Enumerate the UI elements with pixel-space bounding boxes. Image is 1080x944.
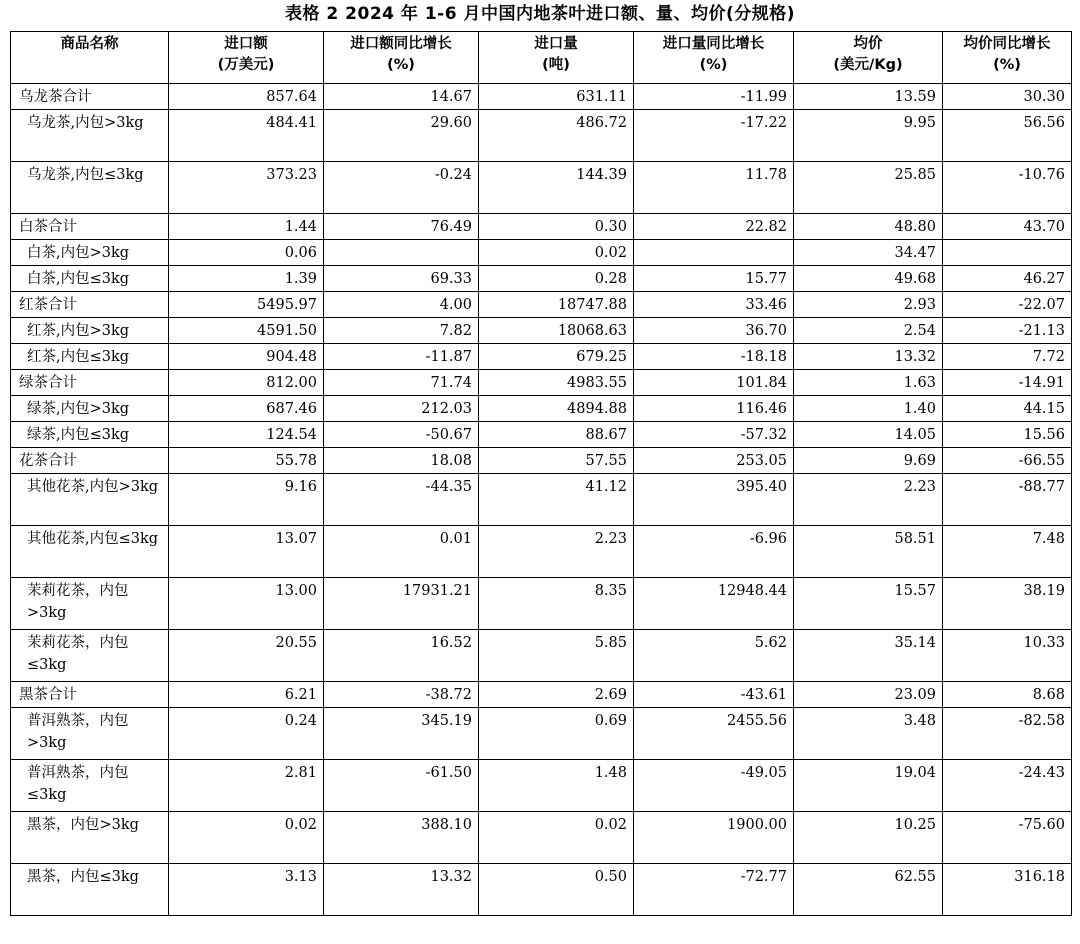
volume-yoy-cell: 11.78 — [634, 162, 794, 214]
header-name — [11, 32, 169, 84]
price-yoy-cell: -75.60 — [943, 812, 1072, 864]
volume-cell: 0.02 — [479, 812, 634, 864]
volume-cell: 631.11 — [479, 84, 634, 110]
table-row — [11, 422, 1072, 448]
amount-yoy-cell: 71.74 — [324, 370, 479, 396]
price-cell: 62.55 — [794, 864, 943, 916]
volume-yoy-cell: 395.40 — [634, 474, 794, 526]
volume-yoy-cell: -57.32 — [634, 422, 794, 448]
amount-cell: 6.21 — [169, 682, 324, 708]
product-name-cell: 绿茶合计 — [11, 370, 169, 396]
volume-yoy-cell — [634, 240, 794, 266]
volume-yoy-cell: 33.46 — [634, 292, 794, 318]
amount-yoy-cell: 16.52 — [324, 630, 479, 682]
amount-cell: 1.39 — [169, 266, 324, 292]
header-line: 均价同比增长 — [963, 36, 1051, 52]
volume-cell: 0.28 — [479, 266, 634, 292]
volume-cell: 144.39 — [479, 162, 634, 214]
header-unit: (%) — [993, 57, 1021, 73]
price-yoy-cell: 7.72 — [943, 344, 1072, 370]
price-yoy-cell: -24.43 — [943, 760, 1072, 812]
table-row — [11, 240, 1072, 266]
volume-cell: 4894.88 — [479, 396, 634, 422]
amount-yoy-cell: 345.19 — [324, 708, 479, 760]
price-cell: 3.48 — [794, 708, 943, 760]
price-cell: 2.23 — [794, 474, 943, 526]
product-name-cell: 黑茶合计 — [11, 682, 169, 708]
price-cell: 13.32 — [794, 344, 943, 370]
price-cell: 25.85 — [794, 162, 943, 214]
header-row — [11, 32, 1072, 84]
price-yoy-cell: -14.91 — [943, 370, 1072, 396]
price-yoy-cell: 30.30 — [943, 84, 1072, 110]
amount-yoy-cell: 14.67 — [324, 84, 479, 110]
price-yoy-cell: -88.77 — [943, 474, 1072, 526]
table-row — [11, 526, 1072, 578]
header-line: 均价 — [853, 36, 883, 52]
amount-yoy-cell: 29.60 — [324, 110, 479, 162]
amount-cell: 13.00 — [169, 578, 324, 630]
volume-cell: 0.30 — [479, 214, 634, 240]
amount-yoy-cell: 4.00 — [324, 292, 479, 318]
header-unit: (%) — [699, 57, 728, 73]
volume-yoy-cell: 1900.00 — [634, 812, 794, 864]
product-name-cell: 红茶合计 — [11, 292, 169, 318]
header-price-yoy — [943, 32, 1072, 84]
price-cell: 9.69 — [794, 448, 943, 474]
price-yoy-cell: 44.15 — [943, 396, 1072, 422]
product-name-cell: 黑茶，内包>3kg — [11, 812, 169, 864]
tea-import-table — [10, 31, 1072, 916]
volume-cell: 2.69 — [479, 682, 634, 708]
table-title: 表格 2 2024 年 1-6 月中国内地茶叶进口额、量、均价(分规格) — [285, 4, 795, 24]
amount-yoy-cell: 0.01 — [324, 526, 479, 578]
amount-yoy-cell: -11.87 — [324, 344, 479, 370]
volume-cell: 41.12 — [479, 474, 634, 526]
amount-yoy-cell: 69.33 — [324, 266, 479, 292]
table-row — [11, 812, 1072, 864]
volume-yoy-cell: 116.46 — [634, 396, 794, 422]
volume-yoy-cell: -18.18 — [634, 344, 794, 370]
amount-cell: 857.64 — [169, 84, 324, 110]
volume-yoy-cell: 12948.44 — [634, 578, 794, 630]
header-line: 进口量同比增长 — [662, 36, 765, 52]
amount-cell: 5495.97 — [169, 292, 324, 318]
price-yoy-cell: 38.19 — [943, 578, 1072, 630]
price-yoy-cell: 8.68 — [943, 682, 1072, 708]
volume-cell: 18747.88 — [479, 292, 634, 318]
table-row — [11, 292, 1072, 318]
price-yoy-cell: 316.18 — [943, 864, 1072, 916]
product-name-cell: 花茶合计 — [11, 448, 169, 474]
amount-yoy-cell: -38.72 — [324, 682, 479, 708]
volume-cell: 0.50 — [479, 864, 634, 916]
product-name-cell: 绿茶,内包>3kg — [11, 396, 169, 422]
price-cell: 19.04 — [794, 760, 943, 812]
amount-yoy-cell: 13.32 — [324, 864, 479, 916]
product-name-cell: 其他花茶,内包≤3kg — [11, 526, 169, 578]
volume-yoy-cell: -11.99 — [634, 84, 794, 110]
amount-yoy-cell: 17931.21 — [324, 578, 479, 630]
header-line: 进口额 — [224, 36, 268, 52]
table-row — [11, 448, 1072, 474]
header-unit: (吨) — [542, 57, 570, 73]
price-yoy-cell: 43.70 — [943, 214, 1072, 240]
header-amount-yoy — [324, 32, 479, 84]
amount-yoy-cell: 76.49 — [324, 214, 479, 240]
volume-cell: 0.69 — [479, 708, 634, 760]
amount-yoy-cell — [324, 240, 479, 266]
table-row — [11, 370, 1072, 396]
product-name-cell: 茉莉花茶，内包≤3kg — [11, 630, 169, 682]
table-row — [11, 760, 1072, 812]
amount-cell: 373.23 — [169, 162, 324, 214]
amount-cell: 0.02 — [169, 812, 324, 864]
volume-yoy-cell: -43.61 — [634, 682, 794, 708]
price-cell: 2.54 — [794, 318, 943, 344]
price-cell: 15.57 — [794, 578, 943, 630]
volume-yoy-cell: 101.84 — [634, 370, 794, 396]
price-cell: 1.40 — [794, 396, 943, 422]
header-price — [794, 32, 943, 84]
header-unit: (万美元) — [217, 57, 275, 73]
volume-cell: 8.35 — [479, 578, 634, 630]
price-cell: 58.51 — [794, 526, 943, 578]
volume-cell: 57.55 — [479, 448, 634, 474]
header-line: 商品名称 — [60, 36, 119, 52]
volume-cell: 679.25 — [479, 344, 634, 370]
product-name-cell: 普洱熟茶，内包≤3kg — [11, 760, 169, 812]
price-yoy-cell: 56.56 — [943, 110, 1072, 162]
table-body — [11, 84, 1072, 916]
price-cell: 2.93 — [794, 292, 943, 318]
table-row — [11, 162, 1072, 214]
product-name-cell: 红茶,内包≤3kg — [11, 344, 169, 370]
price-yoy-cell: -82.58 — [943, 708, 1072, 760]
amount-cell: 9.16 — [169, 474, 324, 526]
price-cell: 1.63 — [794, 370, 943, 396]
amount-cell: 20.55 — [169, 630, 324, 682]
product-name-cell: 乌龙茶,内包≤3kg — [11, 162, 169, 214]
amount-yoy-cell: 388.10 — [324, 812, 479, 864]
price-yoy-cell: -21.13 — [943, 318, 1072, 344]
amount-cell: 484.41 — [169, 110, 324, 162]
volume-cell: 1.48 — [479, 760, 634, 812]
amount-yoy-cell: -0.24 — [324, 162, 479, 214]
volume-yoy-cell: 22.82 — [634, 214, 794, 240]
amount-cell: 13.07 — [169, 526, 324, 578]
product-name-cell: 红茶,内包>3kg — [11, 318, 169, 344]
price-yoy-cell: -22.07 — [943, 292, 1072, 318]
amount-cell: 687.46 — [169, 396, 324, 422]
table-row — [11, 864, 1072, 916]
table-row — [11, 214, 1072, 240]
price-cell: 23.09 — [794, 682, 943, 708]
price-yoy-cell: 7.48 — [943, 526, 1072, 578]
amount-cell: 812.00 — [169, 370, 324, 396]
volume-cell: 18068.63 — [479, 318, 634, 344]
amount-yoy-cell: -50.67 — [324, 422, 479, 448]
product-name-cell: 乌龙茶,内包>3kg — [11, 110, 169, 162]
product-name-cell: 白茶,内包>3kg — [11, 240, 169, 266]
amount-cell: 2.81 — [169, 760, 324, 812]
volume-cell: 4983.55 — [479, 370, 634, 396]
amount-yoy-cell: -61.50 — [324, 760, 479, 812]
volume-yoy-cell: -6.96 — [634, 526, 794, 578]
amount-cell: 1.44 — [169, 214, 324, 240]
price-cell: 49.68 — [794, 266, 943, 292]
table-row — [11, 266, 1072, 292]
header-unit: (%) — [387, 57, 415, 73]
price-cell: 9.95 — [794, 110, 943, 162]
price-yoy-cell — [943, 240, 1072, 266]
price-cell: 35.14 — [794, 630, 943, 682]
product-name-cell: 普洱熟茶，内包>3kg — [11, 708, 169, 760]
product-name-cell: 乌龙茶合计 — [11, 84, 169, 110]
table-row — [11, 84, 1072, 110]
volume-yoy-cell: -72.77 — [634, 864, 794, 916]
product-name-cell: 茉莉花茶，内包>3kg — [11, 578, 169, 630]
price-cell: 34.47 — [794, 240, 943, 266]
header-line: 进口量 — [534, 36, 578, 52]
price-yoy-cell: 15.56 — [943, 422, 1072, 448]
table-row — [11, 708, 1072, 760]
table-row — [11, 396, 1072, 422]
volume-yoy-cell: 253.05 — [634, 448, 794, 474]
table-row — [11, 110, 1072, 162]
price-cell: 14.05 — [794, 422, 943, 448]
volume-yoy-cell: -49.05 — [634, 760, 794, 812]
header-amount — [169, 32, 324, 84]
header-unit: (美元/Kg) — [833, 57, 903, 73]
amount-cell: 0.06 — [169, 240, 324, 266]
amount-yoy-cell: 18.08 — [324, 448, 479, 474]
product-name-cell: 其他花茶,内包>3kg — [11, 474, 169, 526]
table-row — [11, 318, 1072, 344]
volume-cell: 486.72 — [479, 110, 634, 162]
volume-yoy-cell: 5.62 — [634, 630, 794, 682]
amount-cell: 0.24 — [169, 708, 324, 760]
table-row — [11, 682, 1072, 708]
volume-yoy-cell: 2455.56 — [634, 708, 794, 760]
volume-cell: 5.85 — [479, 630, 634, 682]
volume-yoy-cell: -17.22 — [634, 110, 794, 162]
volume-cell: 88.67 — [479, 422, 634, 448]
product-name-cell: 绿茶,内包≤3kg — [11, 422, 169, 448]
amount-cell: 3.13 — [169, 864, 324, 916]
table-row — [11, 344, 1072, 370]
product-name-cell: 白茶合计 — [11, 214, 169, 240]
amount-cell: 124.54 — [169, 422, 324, 448]
amount-yoy-cell: 212.03 — [324, 396, 479, 422]
volume-cell: 2.23 — [479, 526, 634, 578]
price-yoy-cell: -10.76 — [943, 162, 1072, 214]
table-row — [11, 578, 1072, 630]
price-cell: 10.25 — [794, 812, 943, 864]
amount-cell: 55.78 — [169, 448, 324, 474]
header-volume-yoy — [634, 32, 794, 84]
amount-yoy-cell: 7.82 — [324, 318, 479, 344]
amount-yoy-cell: -44.35 — [324, 474, 479, 526]
product-name-cell: 白茶,内包≤3kg — [11, 266, 169, 292]
table-row — [11, 474, 1072, 526]
price-cell: 48.80 — [794, 214, 943, 240]
header-line: 进口额同比增长 — [350, 36, 452, 52]
price-cell: 13.59 — [794, 84, 943, 110]
amount-cell: 4591.50 — [169, 318, 324, 344]
price-yoy-cell: 10.33 — [943, 630, 1072, 682]
volume-yoy-cell: 15.77 — [634, 266, 794, 292]
amount-cell: 904.48 — [169, 344, 324, 370]
price-yoy-cell: -66.55 — [943, 448, 1072, 474]
product-name-cell: 黑茶，内包≤3kg — [11, 864, 169, 916]
header-volume — [479, 32, 634, 84]
table-row — [11, 630, 1072, 682]
volume-cell: 0.02 — [479, 240, 634, 266]
price-yoy-cell: 46.27 — [943, 266, 1072, 292]
volume-yoy-cell: 36.70 — [634, 318, 794, 344]
